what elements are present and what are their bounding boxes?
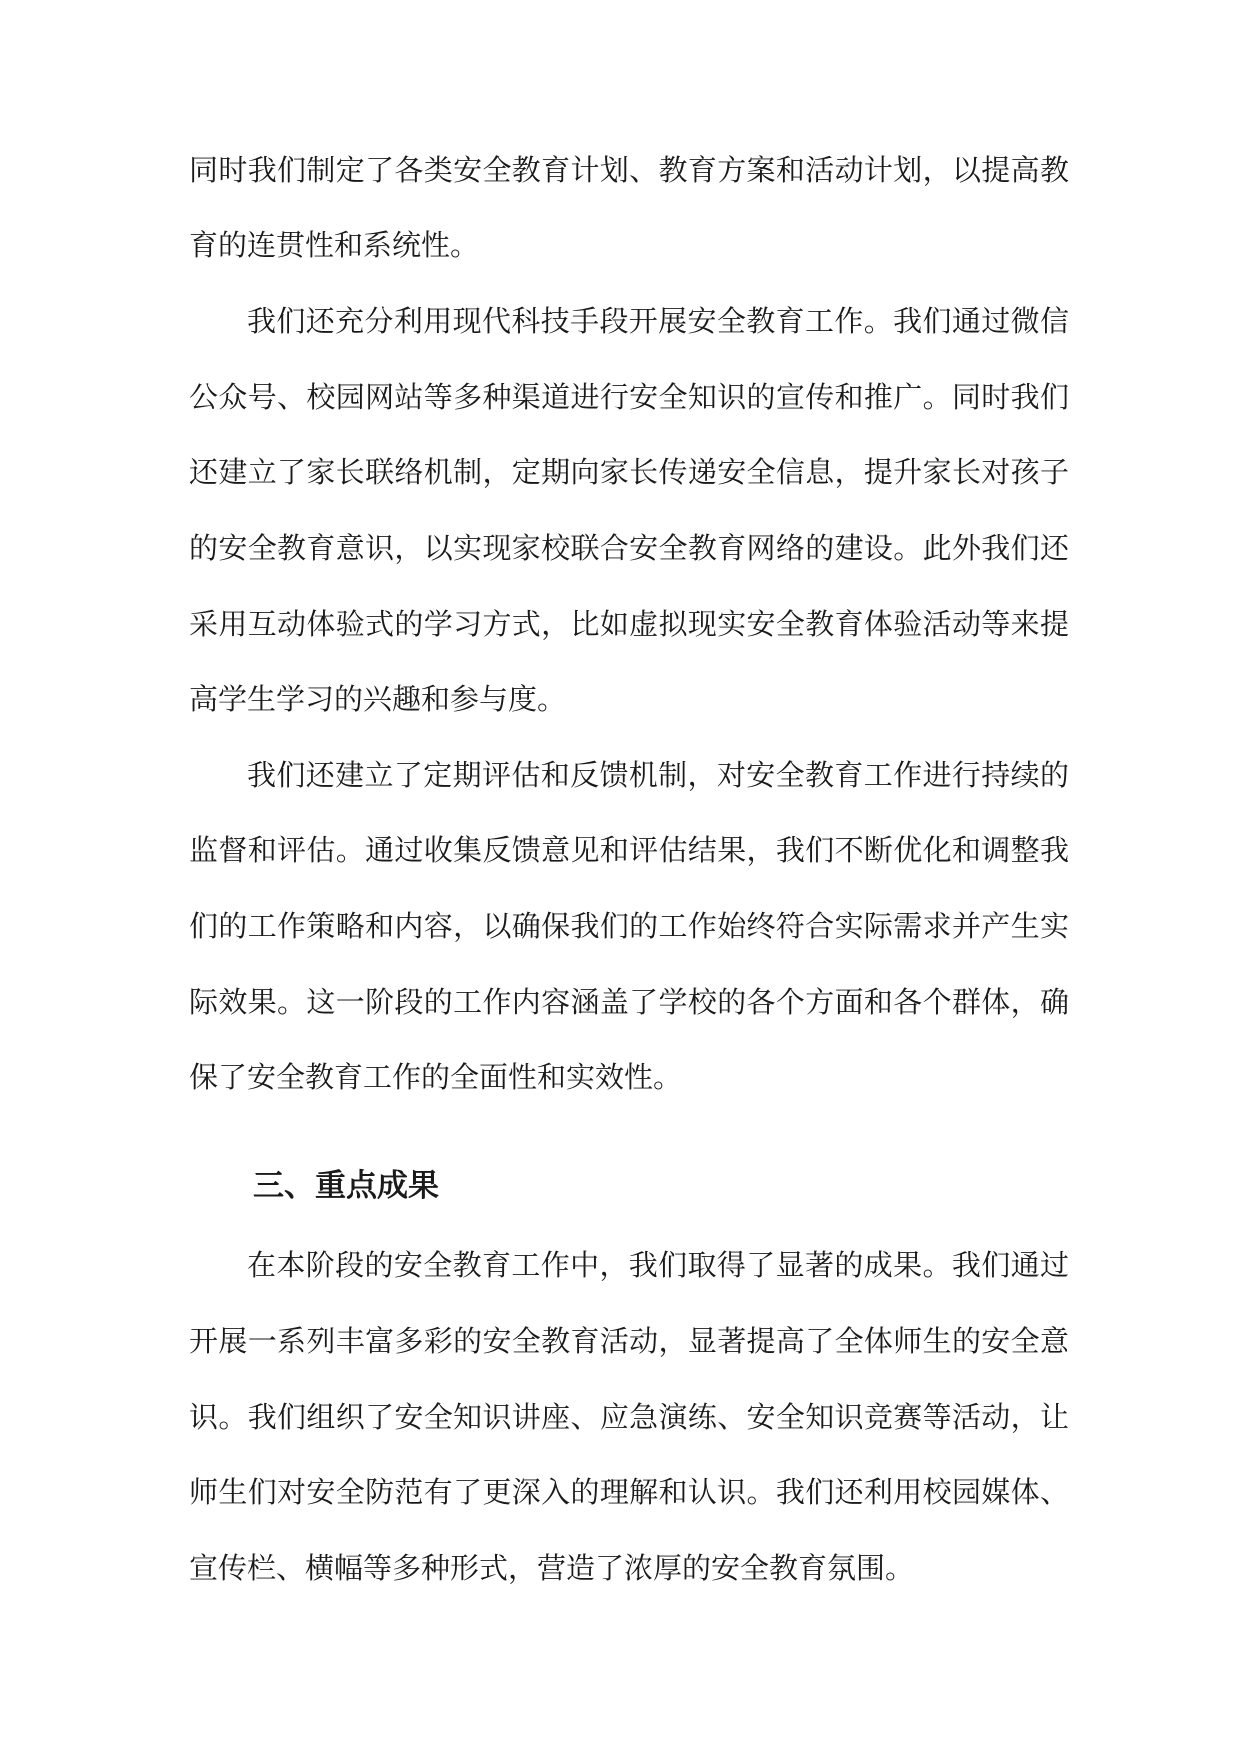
paragraph-2-line-5: 采用互动体验式的学习方式，比如虚拟现实安全教育体验活动等来提 bbox=[189, 607, 1069, 641]
paragraph-3-line-2: 监督和评估。通过收集反馈意见和评估结果，我们不断优化和调整我 bbox=[189, 833, 1069, 867]
section-heading: 三、重点成果 bbox=[253, 1168, 439, 1204]
paragraph-2-line-2: 公众号、校园网站等多种渠道进行安全知识的宣传和推广。同时我们 bbox=[189, 380, 1069, 414]
paragraph-2-line-3: 还建立了家长联络机制，定期向家长传递安全信息，提升家长对孩子 bbox=[189, 455, 1069, 489]
paragraph-4-line-3: 识。我们组织了安全知识讲座、应急演练、安全知识竞赛等活动，让 bbox=[189, 1400, 1069, 1434]
paragraph-1-line-1: 同时我们制定了各类安全教育计划、教育方案和活动计划，以提高教 bbox=[189, 153, 1069, 187]
paragraph-3-line-3: 们的工作策略和内容，以确保我们的工作始终符合实际需求并产生实 bbox=[189, 909, 1069, 943]
paragraph-4-line-4: 师生们对安全防范有了更深入的理解和认识。我们还利用校园媒体、 bbox=[189, 1475, 1069, 1509]
paragraph-4-line-2: 开展一系列丰富多彩的安全教育活动，显著提高了全体师生的安全意 bbox=[189, 1324, 1069, 1358]
paragraph-3-line-1: 我们还建立了定期评估和反馈机制，对安全教育工作进行持续的 bbox=[247, 758, 1069, 792]
paragraph-2-line-6: 高学生学习的兴趣和参与度。 bbox=[189, 682, 567, 716]
paragraph-4-line-1: 在本阶段的安全教育工作中，我们取得了显著的成果。我们通过 bbox=[247, 1248, 1069, 1282]
paragraph-2-line-1: 我们还充分利用现代科技手段开展安全教育工作。我们通过微信 bbox=[247, 304, 1069, 338]
paragraph-3-line-5: 保了安全教育工作的全面性和实效性。 bbox=[189, 1060, 683, 1094]
paragraph-3-line-4: 际效果。这一阶段的工作内容涵盖了学校的各个方面和各个群体，确 bbox=[189, 985, 1069, 1019]
paragraph-1-line-2: 育的连贯性和系统性。 bbox=[189, 228, 480, 262]
paragraph-4-line-5: 宣传栏、横幅等多种形式，营造了浓厚的安全教育氛围。 bbox=[189, 1551, 915, 1585]
paragraph-2-line-4: 的安全教育意识，以实现家校联合安全教育网络的建设。此外我们还 bbox=[189, 531, 1069, 565]
